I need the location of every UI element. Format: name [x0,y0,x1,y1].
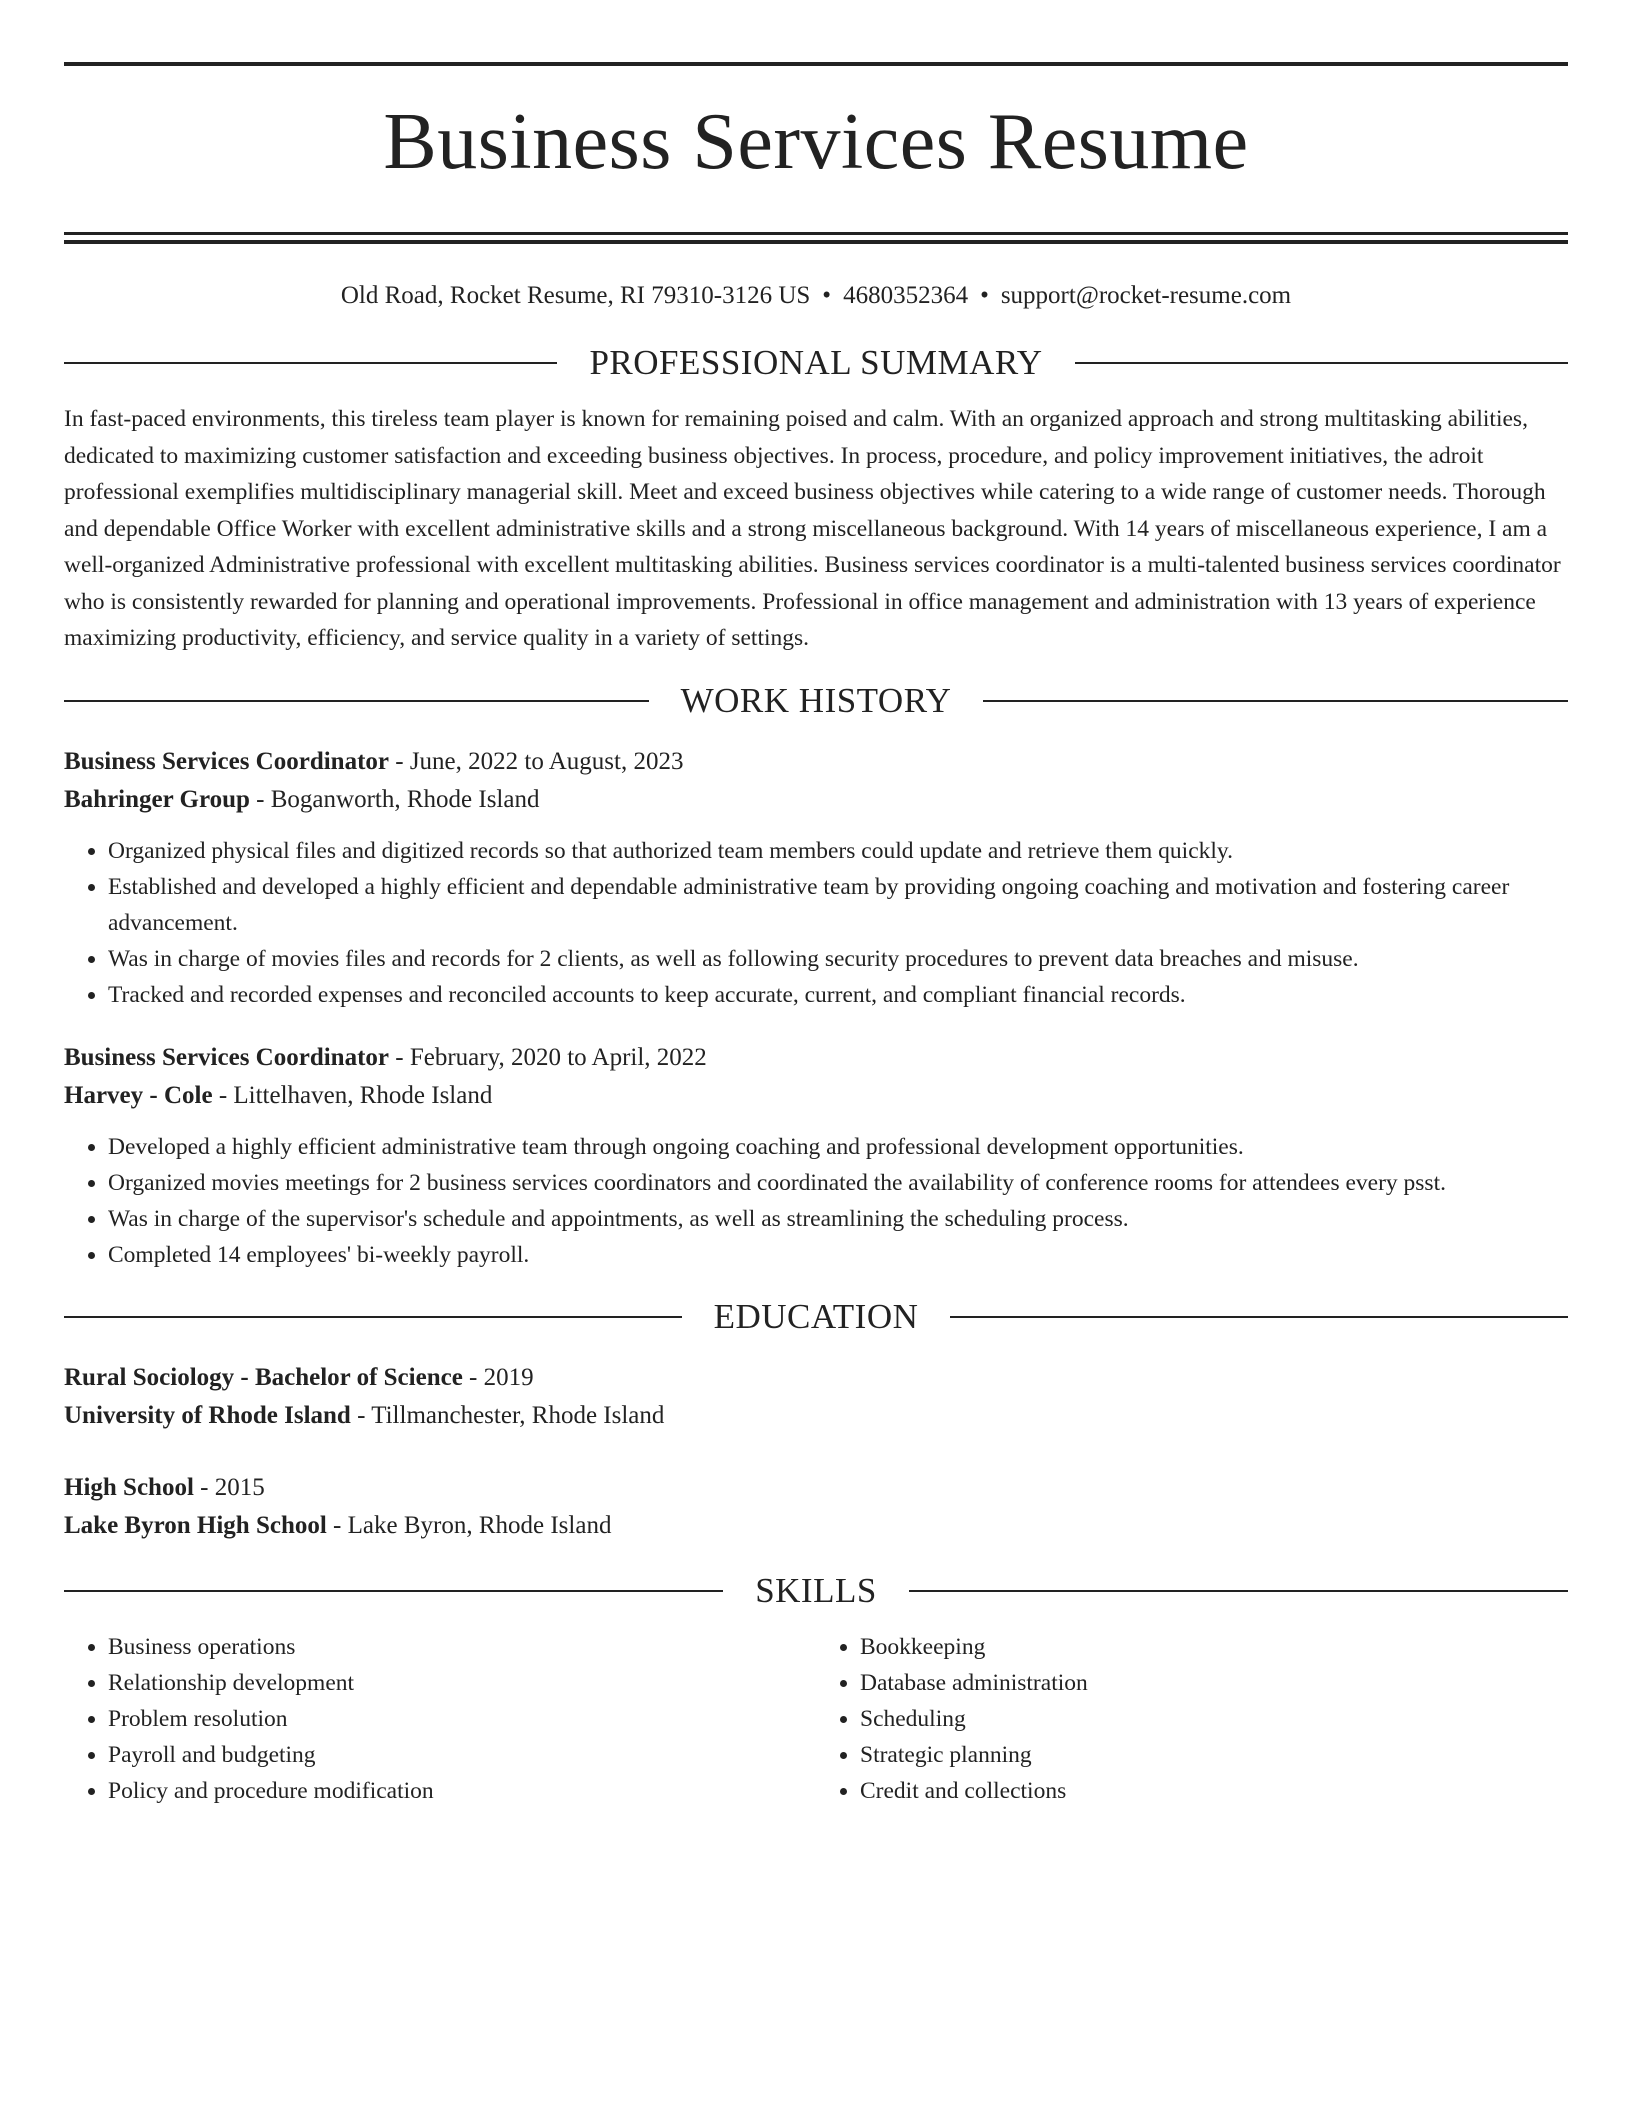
contact-address: Old Road, Rocket Resume, RI 79310-3126 US [340,282,811,309]
section-rule-right [983,700,1568,702]
job-bullet: • Established and developed a highly efficient and dependable administrative team by providing ongoing coaching and motivation and fostering career advancement. [108,869,1568,941]
resume-title: Business Services Resume [383,98,1249,186]
section-rule-right [950,1316,1568,1318]
job-title: Business Services Coordinator [64,747,389,775]
school-line [64,1507,1568,1545]
skill-item: • Strategic planning [860,1737,1568,1773]
section-rule-left [64,1590,723,1592]
contact-separator: • [822,282,832,309]
school-location: - Tillmanchester, Rhode Island [350,1401,665,1429]
school-name: Lake Byron High School [64,1511,327,1539]
skills-list-right [816,1629,1568,1809]
school-name: University of Rhode Island [64,1401,351,1429]
top-rule [64,62,1568,66]
degree-year: - 2015 [193,1473,265,1501]
degree-line [64,1359,1568,1397]
degree-name: Rural Sociology - Bachelor of Science [64,1363,463,1391]
section-header-summary [64,343,1568,383]
section-rule-left [64,1316,682,1318]
job-bullet: • Organized physical files and digitized records so that authorized team members could update and retrieve them quickly. [108,833,1568,869]
work-entry [64,1039,1568,1273]
job-title: Business Services Coordinator [64,1043,389,1071]
school-line [64,1397,1568,1435]
contact-line [64,277,1568,315]
skills-columns [64,1629,1568,1809]
company-name: Bahringer Group [64,785,250,813]
education-entry [64,1359,1568,1435]
school-location: - Lake Byron, Rhode Island [326,1511,612,1539]
work-entry [64,743,1568,1013]
job-bullets [64,1129,1568,1273]
section-rule-left [64,362,557,364]
degree-name: High School [64,1473,194,1501]
company-name: Harvey - Cole [64,1081,213,1109]
skill-item: • Business operations [108,1629,816,1665]
section-header-work [64,681,1568,721]
job-dates: - June, 2022 to August, 2023 [389,747,684,775]
section-header-skills [64,1571,1568,1611]
section-rule-right [909,1590,1568,1592]
skill-item: • Problem resolution [108,1701,816,1737]
job-bullet: • Tracked and recorded expenses and reconciled accounts to keep accurate, current, and compliant financial records. [108,977,1568,1013]
contact-phone: 4680352364 [843,282,969,309]
skills-list-left [64,1629,816,1809]
section-title-skills: SKILLS [755,1570,877,1610]
skill-item: • Relationship development [108,1665,816,1701]
skill-item: • Policy and procedure modification [108,1773,816,1809]
skill-item: • Credit and collections [860,1773,1568,1809]
job-title-line [64,1039,1568,1077]
job-bullet: • Developed a highly efficient administrative team through ongoing coaching and professional development opportunities. [108,1129,1568,1165]
degree-year: - 2019 [462,1363,534,1391]
company-line [64,1077,1568,1115]
skill-item: • Bookkeeping [860,1629,1568,1665]
skill-item: • Payroll and budgeting [108,1737,816,1773]
skill-item: • Database administration [860,1665,1568,1701]
degree-line [64,1469,1568,1507]
section-title-education: EDUCATION [713,1296,919,1336]
company-location: - Littelhaven, Rhode Island [212,1081,493,1109]
job-bullet: • Completed 14 employees' bi-weekly payroll. [108,1237,1568,1273]
company-line [64,781,1568,819]
job-bullet: • Organized movies meetings for 2 business services coordinators and coordinated the availability of conference rooms for attendees every psst. [108,1165,1568,1201]
skill-item: • Scheduling [860,1701,1568,1737]
job-bullet: • Was in charge of movies files and records for 2 clients, as well as following security procedures to prevent data breaches and misuse. [108,941,1568,977]
education-entry [64,1469,1568,1545]
section-title-summary: PROFESSIONAL SUMMARY [589,343,1043,382]
section-header-education [64,1297,1568,1337]
summary-paragraph: In fast-paced environments, this tireless team player is known for remaining poised and calm. With an organized approach and strong multitasking abilities, dedicated to maximizing customer satisfaction and exceeding business objectives. In process, procedure, and policy improvement initiatives, the adroit professional exemplifies multidisciplinary managerial skill. Meet and exceed business objectives while catering to a wide range of customer needs. Thorough and dependable Office Worker with excellent administrative skills and a strong miscellaneous background. With 14 years of miscellaneous experience, I am a well-organized Administrative professional with excellent multitasking abilities. Business services coordinator is a multi-talented business services coordinator who is consistently rewarded for planning and operational improvements. Professional in office management and administration with 13 years of experience maximizing productivity, efficiency, and service quality in a variety of settings. [64,406,1561,651]
contact-separator: • [980,282,989,309]
header-double-rule [64,232,1568,244]
section-rule-right [1075,362,1568,364]
job-title-line [64,743,1568,781]
job-bullet: • Was in charge of the supervisor's schedule and appointments, as well as streamlining the scheduling process. [108,1201,1568,1237]
company-location: - Boganworth, Rhode Island [249,785,540,813]
section-rule-left [64,700,649,702]
contact-email: support@rocket-resume.com [1000,282,1292,309]
job-dates: - February, 2020 to April, 2022 [389,1043,707,1071]
job-bullets [64,833,1568,1013]
section-title-work: WORK HISTORY [680,680,952,720]
